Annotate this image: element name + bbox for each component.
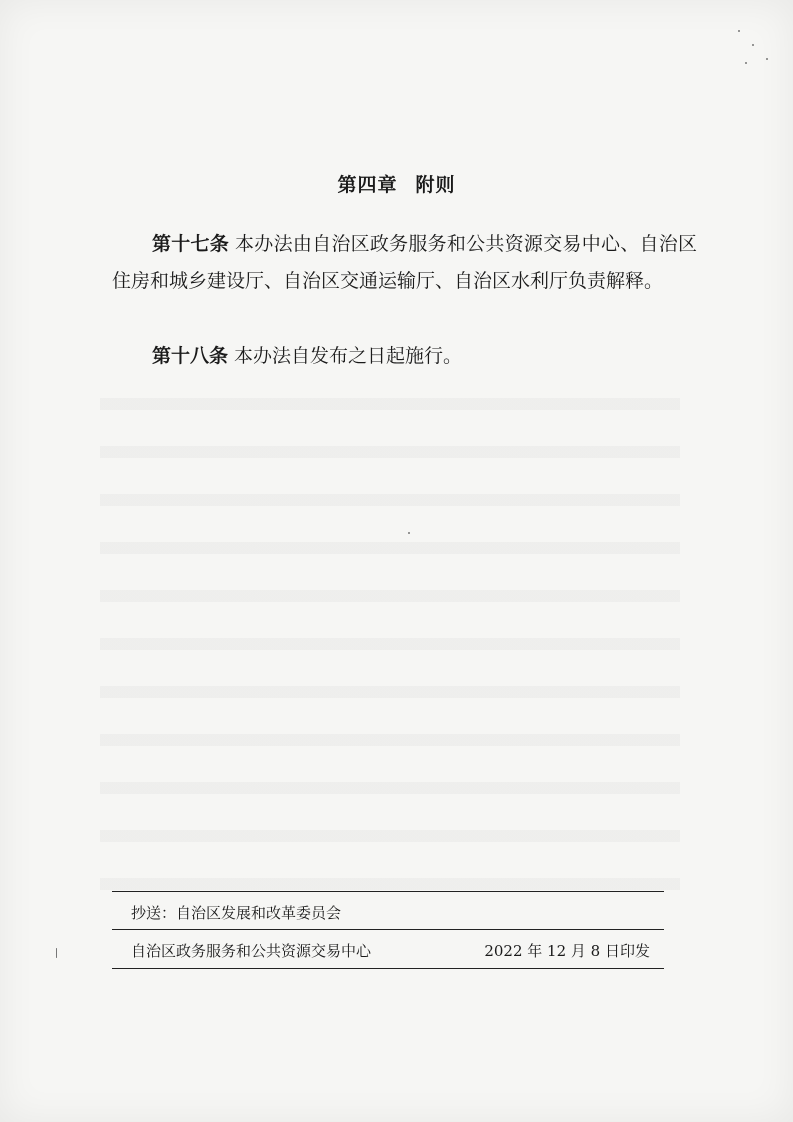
article-17 [112,226,697,300]
chapter-heading [0,170,793,197]
issuing-office: 自治区政务服务和公共资源交易中心 [131,942,372,960]
scan-speck [408,532,410,534]
article-17-body: 本办法由自治区政务服务和公共资源交易中心、自治区住房和城乡建设厅、自治区交通运输厅、自治区水利厅负责解释。 [112,233,697,292]
scan-speck [738,30,740,32]
scan-speck [766,58,768,60]
footer-rule-bottom [112,968,664,969]
footer-rule-middle [112,929,664,930]
article-18-body: 本办法自发布之日起施行。 [234,345,463,367]
chapter-title: 附则 [415,174,456,196]
cc-recipient: 自治区发展和改革委员会 [176,904,342,922]
issue-date: 2022 年 12 月 8 日印发 [484,942,650,960]
article-17-heading: 第十七条 [152,233,230,255]
scan-speck [745,62,747,64]
cc-line [131,902,341,923]
article-18-heading: 第十八条 [152,345,229,367]
cc-label: 抄送： [131,904,177,922]
scan-speck [56,948,57,958]
footer-rule-top [112,891,664,892]
bleed-through-texture [100,370,680,890]
chapter-number: 第四章 [337,174,398,196]
article-18 [112,338,697,375]
scan-speck [752,44,754,46]
